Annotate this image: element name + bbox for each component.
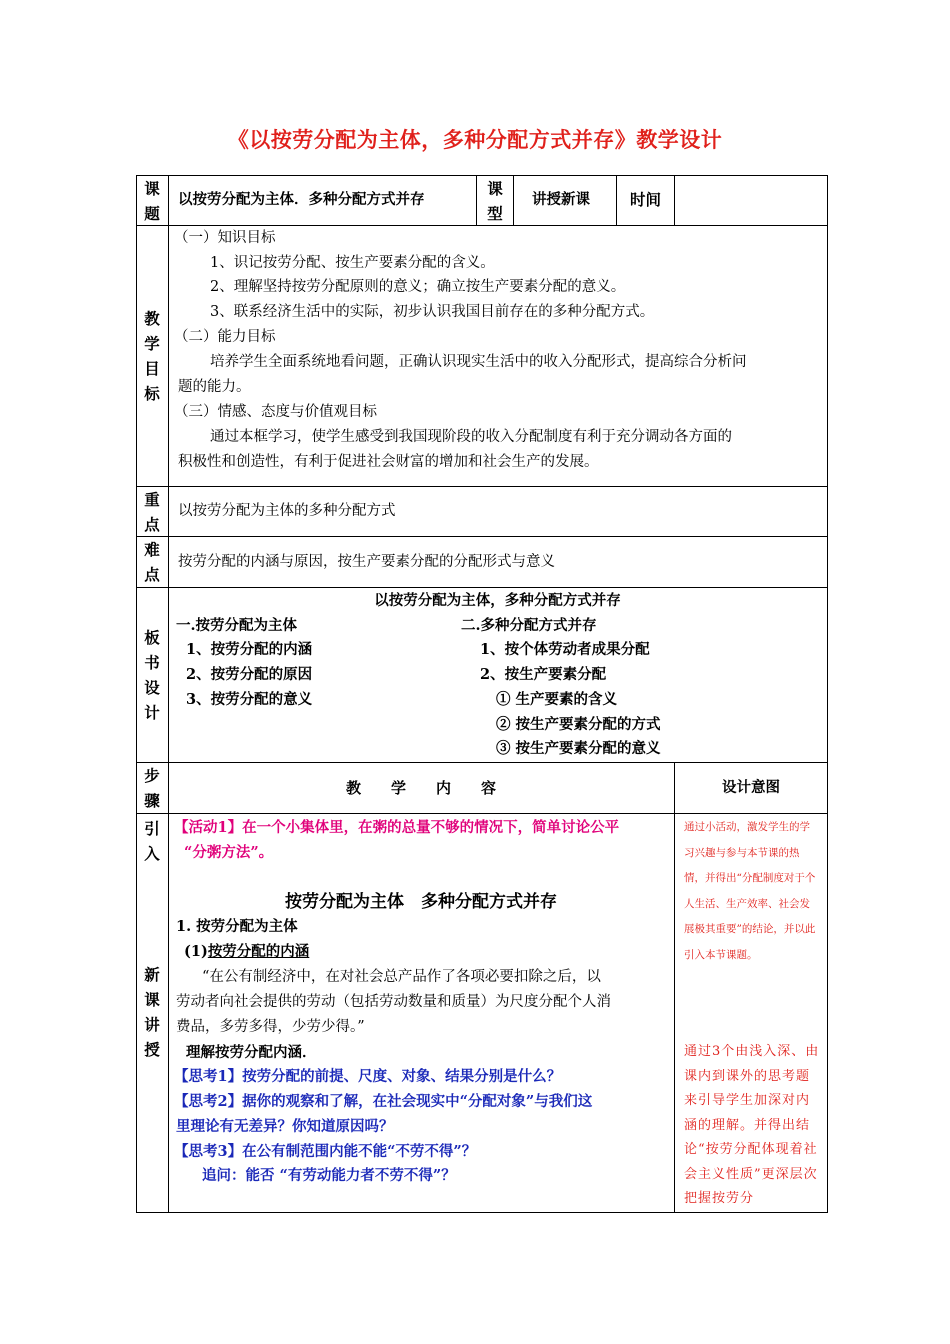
- activity-1: 【活动1】在一个小集体里，在粥的总量不够的情况下，简单讨论公平: [174, 819, 620, 836]
- intro-intent-note: 通过小活动，激发学生的学习兴趣与参与本节课的热情，并得出“分配制度对于个人生活、生产效率、社会发展极其重要”的结论，并以此引入本节课题。: [684, 821, 816, 961]
- type-label: 课 型: [487, 179, 503, 223]
- lesson-sub-2: (1)按劳分配的内涵: [184, 943, 310, 960]
- objective-line: 培养学生全面系统地看问题，正确认识现实生活中的收入分配形式，提高综合分析问: [210, 354, 747, 370]
- board-right-heading: 二.多种分配方式并存: [461, 617, 597, 634]
- document-title: 《以按劳分配为主体，多种分配方式并存》教学设计: [227, 127, 723, 152]
- think-2-cont: 里理论有无差异？你知道原因吗？: [176, 1118, 394, 1135]
- table-border-right: [827, 175, 828, 1213]
- row-divider: [136, 536, 828, 537]
- table-border-bottom: [136, 1212, 828, 1213]
- header-divider: [513, 175, 514, 225]
- lesson-heading: 按劳分配为主体 多种分配方式并存: [285, 892, 557, 912]
- board-right-subitem: ① 生产要素的含义: [496, 691, 618, 708]
- activity-1-cont: “分粥方法”。: [184, 844, 274, 861]
- objective-line: 通过本框学习，使学生感受到我国现阶段的收入分配制度有利于充分调动各方面的: [210, 429, 732, 445]
- board-label: 板 书 设 计: [144, 628, 160, 722]
- intent-column-divider: [674, 762, 675, 1213]
- difficulty-label: 难 点: [144, 540, 160, 584]
- lesson-topic: 以按劳分配为主体．多种分配方式并存: [178, 191, 425, 208]
- label-column-divider: [168, 175, 169, 1213]
- lesson-label: 新 课 讲 授: [144, 965, 160, 1059]
- topic-label: 课 题: [144, 179, 160, 223]
- key-point-text: 以按劳分配为主体的多种分配方式: [178, 503, 396, 519]
- difficulty-text: 按劳分配的内涵与原因，按生产要素分配的分配形式与意义: [178, 554, 555, 570]
- content-header: 教 学 内 容: [345, 779, 496, 797]
- board-right-subitem: ③ 按生产要素分配的意义: [496, 740, 661, 757]
- board-left-item: 2、按劳分配的原因: [186, 666, 313, 683]
- intent-header: 设计意图: [722, 779, 780, 796]
- think-1: 【思考1】按劳分配的前提、尺度、对象、结果分别是什么？: [174, 1068, 562, 1085]
- quote-line: “在公有制经济中，在对社会总产品作了各项必要扣除之后，以: [202, 969, 601, 985]
- quote-line: 费品，多劳多得，少劳少得。”: [176, 1019, 365, 1035]
- board-title: 以按劳分配为主体，多种分配方式并存: [374, 592, 621, 609]
- header-divider: [674, 175, 675, 225]
- objective-line: 3、联系经济生活中的实际，初步认识我国目前存在的多种分配方式。: [210, 304, 655, 320]
- intro-label: 引 入: [144, 819, 160, 863]
- think-3: 【思考3】在公有制范围内能不能“不劳不得”？: [174, 1143, 477, 1160]
- time-label: 时间: [630, 190, 662, 209]
- lesson-sub-1: 1. 按劳分配为主体: [176, 918, 298, 935]
- lesson-intent-note: 通过3个由浅入深、由课内到课外的思考题来引导学生加深对内涵的理解。并得出结论“按劳分配体现着社会主义性质”更深层次把握按劳分: [684, 1044, 820, 1206]
- follow-up: 追问：能否 “有劳动能力者不劳不得”？: [202, 1167, 456, 1184]
- board-right-subitem: ② 按生产要素分配的方式: [496, 716, 661, 733]
- row-divider: [136, 587, 828, 588]
- row-divider: [136, 762, 828, 763]
- key-point-label: 重 点: [144, 490, 160, 534]
- board-right-item: 2、按生产要素分配: [480, 666, 607, 683]
- steps-label: 步 骤: [144, 766, 160, 810]
- header-divider: [616, 175, 617, 225]
- objectives-label: 教 学 目 标: [144, 309, 160, 403]
- board-left-heading: 一.按劳分配为主体: [176, 617, 298, 634]
- objective-line: 题的能力。: [178, 379, 251, 395]
- objective-line: 1、识记按劳分配、按生产要素分配的含义。: [210, 255, 495, 271]
- row-divider: [136, 486, 828, 487]
- board-left-item: 3、按劳分配的意义: [186, 691, 313, 708]
- objective-line: （三）情感、态度与价值观目标: [174, 404, 377, 420]
- objective-line: 积极性和创造性，有利于促进社会财富的增加和社会生产的发展。: [178, 454, 599, 470]
- type-value: 讲授新课: [532, 191, 590, 208]
- board-right-item: 1、按个体劳动者成果分配: [480, 641, 650, 658]
- quote-line: 劳动者向社会提供的劳动（包括劳动数量和质量）为尺度分配个人消: [176, 994, 611, 1010]
- board-left-item: 1、按劳分配的内涵: [186, 641, 313, 658]
- think-2: 【思考2】据你的观察和了解，在社会现实中“分配对象”与我们这: [174, 1093, 593, 1110]
- understand-text: 理解按劳分配内涵．: [186, 1044, 317, 1061]
- objective-line: 2、理解坚持按劳分配原则的意义；确立按生产要素分配的意义。: [210, 279, 626, 295]
- objective-line: （二）能力目标: [174, 329, 276, 345]
- row-divider: [136, 813, 828, 814]
- objective-line: （一）知识目标: [174, 230, 276, 246]
